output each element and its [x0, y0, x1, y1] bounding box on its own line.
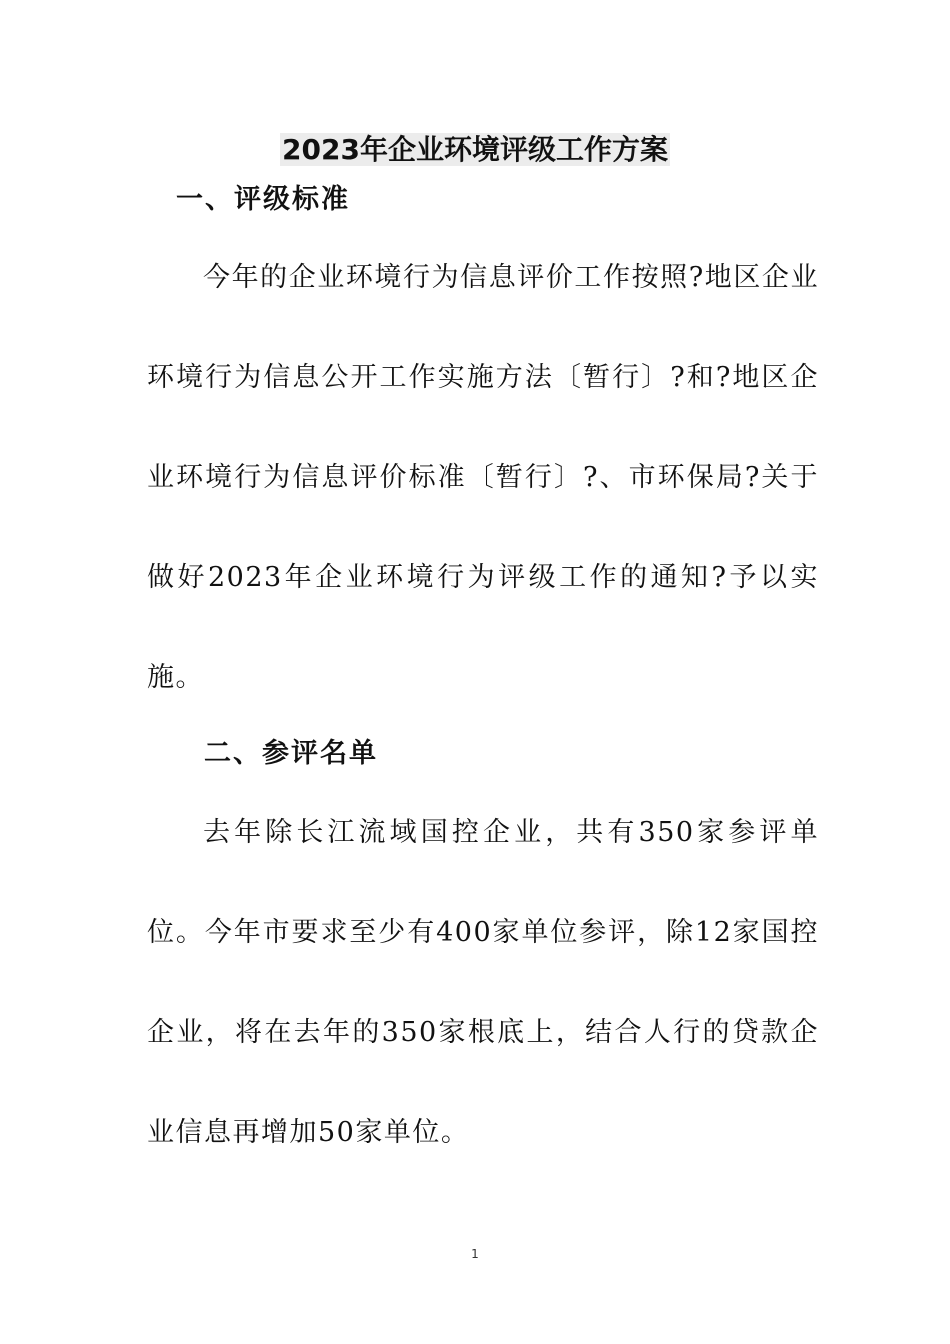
section-heading-rating-standard: 一、评级标准 [176, 184, 350, 215]
page-number: 1 [471, 1247, 479, 1261]
document-title-text: 2023年企业环境评级工作方案 [282, 133, 668, 166]
section-paragraph-rating-standard: 今年的企业环境行为信息评价工作按照?地区企业环境行为信息公开工作实施方法〔暂行〕?和?地区企业环境行为信息评价标准〔暂行〕?、市环保局?关于做好2023年企业环境行为评级工作的通知?予以实施。 [147, 262, 819, 693]
section-paragraph-participant-list: 去年除长江流域国控企业，共有350家参评单位。今年市要求至少有400家单位参评，除12家国控企业，将在去年的350家根底上，结合人行的贷款企业信息再增加50家单位。 [147, 817, 819, 1148]
section-heading-participant-list: 二、参评名单 [204, 738, 378, 769]
document-title [0, 128, 950, 172]
